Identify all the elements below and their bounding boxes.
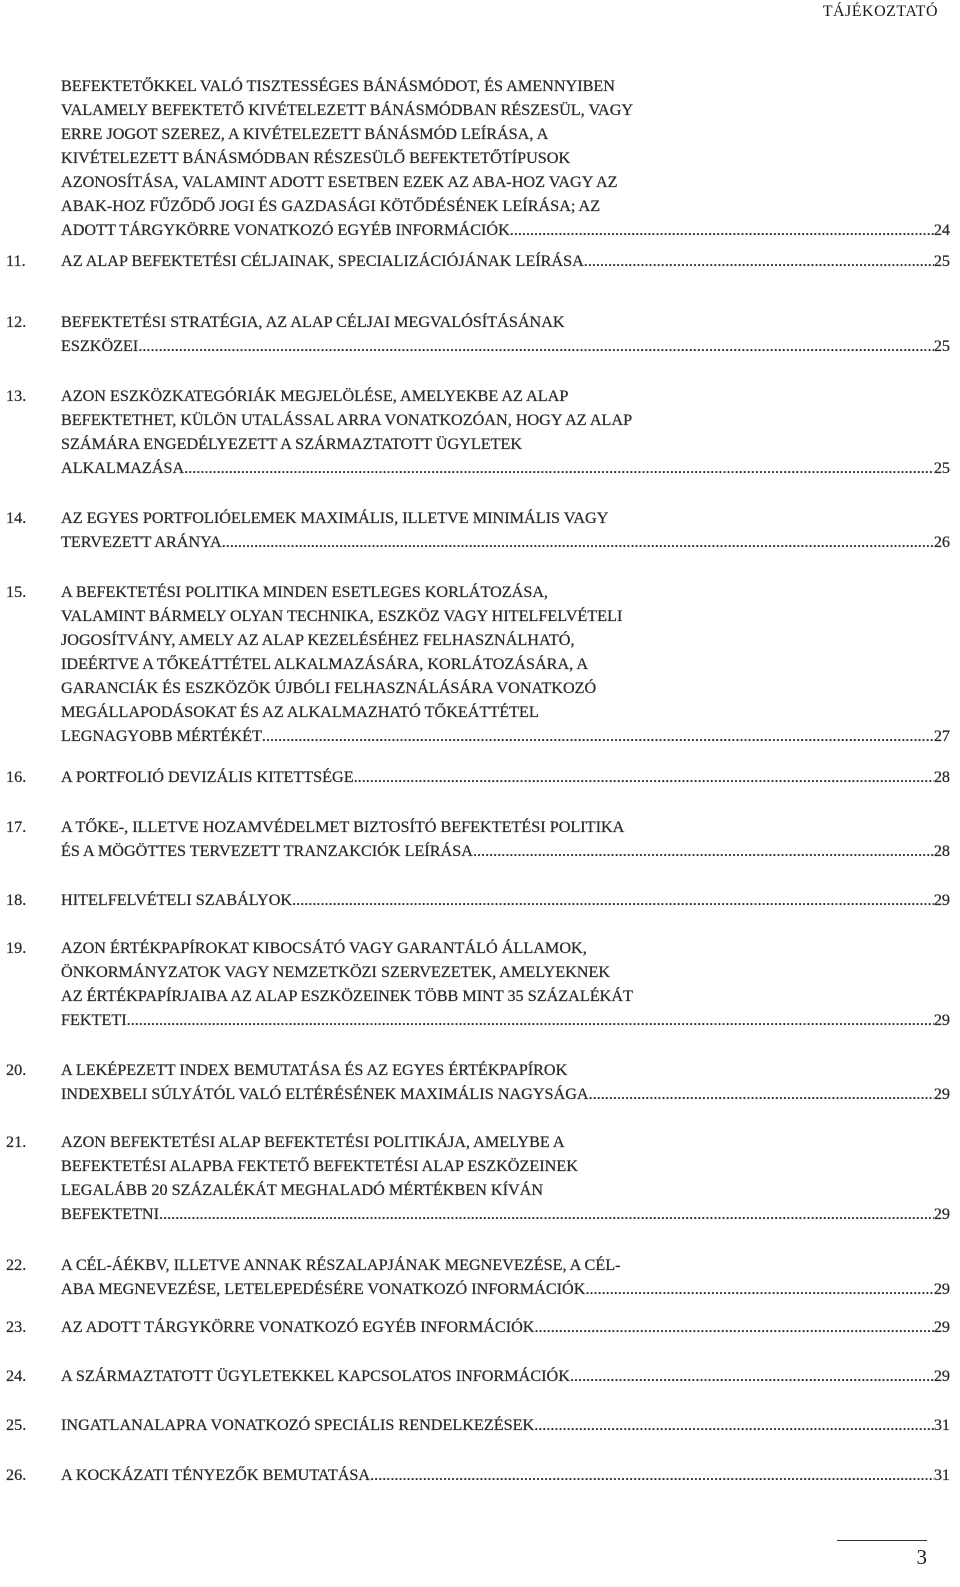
toc-entry-line: ESZKÖZEI [61, 337, 139, 355]
toc-entry-page: 26 [933, 533, 950, 551]
toc-entry-line: A LEKÉPEZETT INDEX BEMUTATÁSA ÉS AZ EGYES ÉRTÉKPAPÍROK [61, 1061, 568, 1079]
toc-entry-line: ALKALMAZÁSA [61, 459, 185, 477]
toc-entry[interactable] [0, 580, 950, 748]
toc-entry[interactable] [0, 1058, 950, 1106]
toc-entry-line: AZON ÉRTÉKPAPÍROKAT KIBOCSÁTÓ VAGY GARANTÁLÓ ÁLLAMOK, [61, 939, 587, 957]
dot-leader [589, 1082, 934, 1106]
toc-entry-line: BEFEKTETÉSI ALAPBA FEKTETŐ BEFEKTETÉSI ALAP ESZKÖZEINEK [61, 1157, 578, 1175]
dot-leader [535, 1315, 934, 1339]
toc-entry[interactable] [0, 1253, 950, 1301]
toc-entry-line: IDEÉRTVE A TŐKEÁTTÉTEL ALKALMAZÁSÁRA, KORLÁTOZÁSÁRA, A [61, 655, 589, 673]
toc-entry[interactable] [0, 1413, 950, 1437]
toc-entry-last-line [61, 1277, 950, 1301]
toc-entry-page: 29 [933, 891, 950, 909]
dot-leader [159, 1202, 934, 1226]
toc-entry-line: AZON ESZKÖZKATEGÓRIÁK MEGJELÖLÉSE, AMELYEKBE AZ ALAP [61, 387, 569, 405]
toc-entry-title [61, 936, 950, 1032]
dot-leader [584, 249, 934, 273]
toc-entry-page: 27 [933, 727, 950, 745]
toc-entry[interactable] [0, 1463, 950, 1487]
toc-entry-number: 17. [6, 818, 27, 836]
toc-entry-line: ABAK-HOZ FŰZŐDŐ JOGI ÉS GAZDASÁGI KÖTŐDÉSÉNEK LEÍRÁSA; AZ [61, 197, 601, 215]
toc-entry[interactable] [0, 74, 950, 242]
toc-entry-title [61, 888, 950, 912]
toc-entry-number: 16. [6, 768, 27, 786]
toc-entry-number: 14. [6, 509, 27, 527]
toc-entry-number: 21. [6, 1133, 27, 1151]
toc-entry-line: BEFEKTETHET, KÜLÖN UTALÁSSAL ARRA VONATKOZÓAN, HOGY AZ ALAP [61, 411, 633, 429]
toc-entry[interactable] [0, 310, 950, 358]
toc-entry-last-line [61, 1463, 950, 1487]
toc-entry-last-line [61, 249, 950, 273]
toc-entry-number: 20. [6, 1061, 27, 1079]
toc-entry[interactable] [0, 506, 950, 554]
dot-leader [510, 218, 934, 242]
toc-entry-number: 11. [6, 252, 26, 270]
toc-entry-title [61, 384, 950, 480]
dot-leader [354, 765, 934, 789]
dot-leader [184, 456, 934, 480]
toc-entry-number: 13. [6, 387, 27, 405]
toc-entry-line: VALAMINT BÁRMELY OLYAN TECHNIKA, ESZKÖZ VAGY HITELFELVÉTELI [61, 607, 623, 625]
toc-entry-line: KIVÉTELEZETT BÁNÁSMÓDBAN RÉSZESÜLŐ BEFEKTETŐTÍPUSOK [61, 149, 571, 167]
toc-entry-line: INGATLANALAPRA VONATKOZÓ SPECIÁLIS RENDELKEZÉSEK [61, 1416, 535, 1434]
dot-leader [127, 1008, 934, 1032]
toc-entry-last-line [61, 1413, 950, 1437]
toc-entry-number: 24. [6, 1367, 27, 1385]
toc-entry-line: A SZÁRMAZTATOTT ÜGYLETEKKEL KAPCSOLATOS INFORMÁCIÓK [61, 1367, 570, 1385]
toc-entry-line: A BEFEKTETÉSI POLITIKA MINDEN ESETLEGES KORLÁTOZÁSA, [61, 583, 549, 601]
toc-entry-line: GARANCIÁK ÉS ESZKÖZÖK ÚJBÓLI FELHASZNÁLÁSÁRA VONATKOZÓ [61, 679, 597, 697]
toc-entry-title [61, 1130, 950, 1226]
toc-entry-line: BEFEKTETÉSI STRATÉGIA, AZ ALAP CÉLJAI MEGVALÓSÍTÁSÁNAK [61, 313, 565, 331]
toc-entry-page: 31 [933, 1466, 950, 1484]
toc-entry[interactable] [0, 249, 950, 273]
toc-entry-line: AZ ADOTT TÁRGYKÖRRE VONATKOZÓ EGYÉB INFORMÁCIÓK [61, 1318, 535, 1336]
toc-entry-title [61, 1315, 950, 1339]
toc-entry-last-line [61, 530, 950, 554]
toc-entry-title [61, 1413, 950, 1437]
toc-entry-line: BEFEKTETŐKKEL VALÓ TISZTESSÉGES BÁNÁSMÓDOT, ÉS AMENNYIBEN [61, 77, 615, 95]
toc-entry-line: A TŐKE-, ILLETVE HOZAMVÉDELMET BIZTOSÍTÓ BEFEKTETÉSI POLITIKA [61, 818, 625, 836]
running-header: TÁJÉKOZTATÓ [822, 3, 938, 20]
toc-entry-page: 25 [933, 252, 950, 270]
toc-entry-number: 12. [6, 313, 27, 331]
toc-entry-page: 29 [933, 1085, 950, 1103]
toc-entry-number: 18. [6, 891, 27, 909]
toc-entry-number: 26. [6, 1466, 27, 1484]
toc-entry-line: FEKTETI [61, 1011, 127, 1029]
footer-divider [837, 1540, 927, 1541]
toc-entry-line: HITELFELVÉTELI SZABÁLYOK [61, 891, 293, 909]
toc-entry[interactable] [0, 1130, 950, 1226]
toc-entry-line: LEGNAGYOBB MÉRTÉKÉT [61, 727, 262, 745]
toc-entry-last-line [61, 334, 950, 358]
toc-entry-number: 19. [6, 939, 27, 957]
toc-entry-line: A KOCKÁZATI TÉNYEZŐK BEMUTATÁSA [61, 1466, 371, 1484]
toc-entry-line: INDEXBELI SÚLYÁTÓL VALÓ ELTÉRÉSÉNEK MAXIMÁLIS NAGYSÁGA [61, 1085, 589, 1103]
toc-entry-page: 29 [933, 1367, 950, 1385]
toc-entry-line: A CÉL-ÁÉKBV, ILLETVE ANNAK RÉSZALAPJÁNAK MEGNEVEZÉSE, A CÉL- [61, 1256, 621, 1274]
dot-leader [570, 1364, 934, 1388]
dot-leader [534, 1413, 934, 1437]
toc-entry-page: 28 [933, 842, 950, 860]
toc-entry-page: 29 [933, 1011, 950, 1029]
toc-entry-title [61, 815, 950, 863]
toc-entry-page: 29 [933, 1205, 950, 1223]
toc-entry-title [61, 506, 950, 554]
toc-entry-line: ERRE JOGOT SZEREZ, A KIVÉTELEZETT BÁNÁSMÓD LEÍRÁSA, A [61, 125, 549, 143]
toc-entry-title [61, 249, 950, 273]
toc-entry-page: 31 [933, 1416, 950, 1434]
dot-leader [585, 1277, 933, 1301]
toc-entry-line: ADOTT TÁRGYKÖRRE VONATKOZÓ EGYÉB INFORMÁCIÓK [61, 221, 510, 239]
toc-entry-title [61, 765, 950, 789]
toc-entry-line: AZ ALAP BEFEKTETÉSI CÉLJAINAK, SPECIALIZÁCIÓJÁNAK LEÍRÁSA [61, 252, 584, 270]
dot-leader [292, 888, 934, 912]
toc-entry-page: 29 [933, 1280, 950, 1298]
dot-leader [473, 839, 934, 863]
toc-entry-title [61, 1058, 950, 1106]
toc-entry-title [61, 1253, 950, 1301]
toc-entry-line: SZÁMÁRA ENGEDÉLYEZETT A SZÁRMAZTATOTT ÜGYLETEK [61, 435, 523, 453]
toc-entry-title [61, 1463, 950, 1487]
toc-entry-line: BEFEKTETNI [61, 1205, 160, 1223]
toc-entry-last-line [61, 839, 950, 863]
toc-entry-page: 29 [933, 1318, 950, 1336]
toc-entry-line: ABA MEGNEVEZÉSE, LETELEPEDÉSÉRE VONATKOZÓ INFORMÁCIÓK [61, 1280, 586, 1298]
toc-entry-line: AZ EGYES PORTFOLIÓELEMEK MAXIMÁLIS, ILLETVE MINIMÁLIS VAGY [61, 509, 609, 527]
toc-entry[interactable] [0, 384, 950, 480]
toc-entry-number: 15. [6, 583, 27, 601]
toc-entry-page: 25 [933, 459, 950, 477]
toc-entry-line: MEGÁLLAPODÁSOKAT ÉS AZ ALKALMAZHATÓ TŐKEÁTTÉTEL [61, 703, 539, 721]
toc-entry-last-line [61, 456, 950, 480]
toc-entry-page: 25 [933, 337, 950, 355]
toc-entry[interactable] [0, 1364, 950, 1388]
toc-entry-last-line [61, 1364, 950, 1388]
toc-entry-line: ÉS A MÖGÖTTES TERVEZETT TRANZAKCIÓK LEÍRÁSA [61, 842, 473, 860]
toc-entry-last-line [61, 1008, 950, 1032]
toc-entry-last-line [61, 765, 950, 789]
toc-entry-line: A PORTFOLIÓ DEVIZÁLIS KITETTSÉGE [61, 768, 354, 786]
toc-entry-title [61, 580, 950, 748]
toc-entry-line: VALAMELY BEFEKTETŐ KIVÉTELEZETT BÁNÁSMÓDBAN RÉSZESÜL, VAGY [61, 101, 634, 119]
toc-entry-number: 25. [6, 1416, 27, 1434]
toc-entry[interactable] [0, 888, 950, 912]
toc-entry-last-line [61, 1202, 950, 1226]
toc-entry-line: JOGOSÍTVÁNY, AMELY AZ ALAP KEZELÉSÉHEZ FELHASZNÁLHATÓ, [61, 631, 575, 649]
page-number: 3 [916, 1545, 927, 1569]
toc-entry-line: TERVEZETT ARÁNYA [61, 533, 222, 551]
toc-entry-title [61, 74, 950, 242]
toc-entry-number: 23. [6, 1318, 27, 1336]
toc-entry-line: AZ ÉRTÉKPAPÍRJAIBA AZ ALAP ESZKÖZEINEK TÖBB MINT 35 SZÁZALÉKÁT [61, 987, 633, 1005]
toc-entry[interactable] [0, 815, 950, 863]
toc-entry[interactable] [0, 936, 950, 1032]
toc-entry-title [61, 310, 950, 358]
dot-leader [222, 530, 934, 554]
toc-entry[interactable] [0, 765, 950, 789]
toc-entry-line: ÖNKORMÁNYZATOK VAGY NEMZETKÖZI SZERVEZETEK, AMELYEKNEK [61, 963, 611, 981]
toc-entry-title [61, 1364, 950, 1388]
toc-entry-line: AZON BEFEKTETÉSI ALAP BEFEKTETÉSI POLITIKÁJA, AMELYBE A [61, 1133, 565, 1151]
toc-entry-line: LEGALÁBB 20 SZÁZALÉKÁT MEGHALADÓ MÉRTÉKBEN KÍVÁN [61, 1181, 544, 1199]
toc-entry-page: 28 [933, 768, 950, 786]
dot-leader [262, 724, 934, 748]
dot-leader [138, 334, 933, 358]
toc-entry-last-line [61, 724, 950, 748]
toc-entry-number: 22. [6, 1256, 27, 1274]
toc-entry-page: 24 [933, 221, 950, 239]
toc-entry-last-line [61, 888, 950, 912]
toc-entry-line: AZONOSÍTÁSA, VALAMINT ADOTT ESETBEN EZEK AZ ABA-HOZ VAGY AZ [61, 173, 618, 191]
toc-entry-last-line [61, 218, 950, 242]
toc-entry[interactable] [0, 1315, 950, 1339]
dot-leader [370, 1463, 934, 1487]
toc-entry-last-line [61, 1315, 950, 1339]
toc-entry-last-line [61, 1082, 950, 1106]
